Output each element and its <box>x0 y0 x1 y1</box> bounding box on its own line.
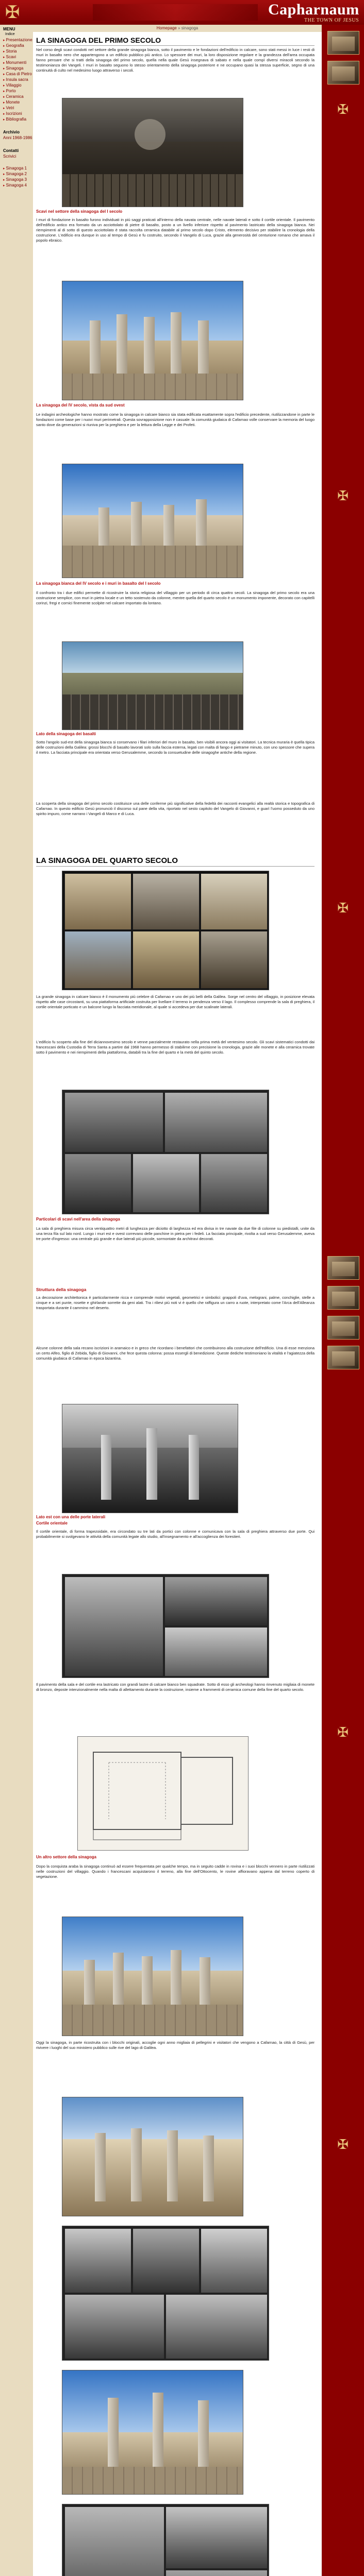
photo-caption: Lato della sinagoga dei basalti <box>36 732 96 736</box>
contact-item[interactable] <box>3 154 33 159</box>
photo-caption: Particolari di scavi nell'area della sinagoga <box>36 1217 120 1222</box>
menu-subheading: Indice <box>5 32 15 36</box>
inscriptions-collage[interactable] <box>62 2504 269 2576</box>
bullet-icon: ▸ <box>3 39 5 42</box>
sidebar-item-label: Monete <box>6 100 20 105</box>
sidebar-item[interactable] <box>3 94 33 99</box>
synagogue-sector-photo[interactable] <box>62 1917 243 2036</box>
thumbnail-image[interactable] <box>327 1286 359 1310</box>
photo-caption: La sinagoga del IV secolo, vista da sud ovest <box>36 403 125 408</box>
sidebar-item-label: Iscrizioni <box>6 111 22 116</box>
photo-caption: Lato est con una delle porte laterali <box>36 1515 106 1519</box>
sidebar-item-label: Storia <box>6 49 17 54</box>
bullet-icon: ▸ <box>3 107 5 110</box>
sidebar-item[interactable] <box>3 66 33 71</box>
paragraph: La grande sinagoga in calcare bianco è il monumento più celebre di Cafarnao e uno dei più belli della Galilea. Sorge nel centro del villaggio, in posizione elevata rispetto alle case circostanti, su una piattaforma artificiale costruita per livellare il terreno in pendenza verso il lago. Il complesso comprende la sala di preghiera, il cortile orientale porticato e un balcone lungo la facciata meridionale, al quale si accedeva per due scalinate laterali. <box>36 994 315 1009</box>
sidebar-menu <box>0 38 33 122</box>
paragraph: La decorazione architettonica è particolarmente ricca e comprende motivi vegetali, geometrici e simbolici: grappoli d'uva, melograni, palme, conchiglie, stelle a cinque e a sei punte, rosette e ghirlande sorrette da geni alati. Tra i rilievi più noti vi è quello che raffigura un carro a ruote, interpretato come l'Arca dell'Alleanza trasportata durante il cammino nel deserto. <box>36 1295 315 1310</box>
plan-drawing <box>78 1737 248 1850</box>
sidebar-item-label: Ceramica <box>6 94 24 99</box>
site-title[interactable]: Capharnaum <box>268 1 359 18</box>
sidebar-item[interactable] <box>3 43 33 48</box>
contacts-heading: Contatti <box>3 148 19 153</box>
photo-caption: La sinagoga bianca del IV secolo e i muri in basalto del I secolo <box>36 581 161 586</box>
synagogue-page-item-label: Sinagoga 1 <box>6 166 27 171</box>
columns-photo[interactable] <box>62 2370 243 2495</box>
east-door-photo[interactable] <box>62 1404 238 1513</box>
jerusalem-cross-icon: ✠ <box>337 1725 349 1740</box>
synagogue-page-item-label: Sinagoga 3 <box>6 177 27 182</box>
jerusalem-cross-icon: ✠ <box>5 2 20 23</box>
jerusalem-cross-icon: ✠ <box>337 102 349 117</box>
paragraph: Alcune colonne della sala recano iscrizioni in aramaico e in greco che ricordano i benefattori che contribuirono alla costruzione dell'edificio. Una di esse menziona un certo Alfeo, figlio di Zebida, figlio di Giovanni, che fece questa colonna: possa essergli di benedizione. Queste dediche testimoniano la vitalità e l'agiatezza della comunità giudaica di Cafarnao in epoca bizantina. <box>36 1346 315 1361</box>
sidebar-item-label: Monumenti <box>6 60 27 65</box>
bullet-icon: ▸ <box>3 173 5 176</box>
paragraph: Nel corso degli scavi condotti nel settore della grande sinagoga bianca, sotto il pavimento e le fondazioni dell'edificio in calcare, sono stati messi in luce i resti di muri in basalto nero che appartengono a un edificio pubblico più antico. Lo spessore dei muri, la loro disposizione regolare e la grandezza dell'area occupata fanno pensare che si tratti della sinagoga del primo secolo, quella nella quale Gesù insegnava di sabato e nella quale compì diversi miracoli secondo la testimonianza dei Vangeli. I muri in basalto seguono lo stesso orientamento della sinagoga posteriore e ne occupano quasi la stessa superficie, segno di una continuità di culto nel medesimo luogo attraverso i secoli. <box>36 47 315 73</box>
excavation-photo[interactable] <box>62 98 243 207</box>
bullet-icon: ▸ <box>3 167 5 171</box>
archive-item-label: Anni 1968-1986 <box>3 135 32 140</box>
archive-item[interactable] <box>3 135 33 140</box>
paragraph: Le indagini archeologiche hanno mostrato come la sinagoga in calcare bianco sia stata edificata esattamente sopra l'edificio precedente, riutilizzandone in parte le fondazioni come base per i nuovi muri perimetrali. Questa sovrapposizione non è casuale: la comunità giudaica di Cafarnao volle conservare la memoria del luogo santo dove da generazioni si riuniva per la preghiera e per la lettura della Legge e dei Profeti. <box>36 412 315 427</box>
white-synagogue-photo[interactable] <box>62 464 243 578</box>
bullet-icon: ▸ <box>3 184 5 188</box>
jerusalem-cross-icon: ✠ <box>337 488 349 504</box>
sidebar-item-label: Casa di Pietro <box>6 72 32 76</box>
paragraph: Il cortile orientale, di forma trapezoidale, era circondato su tre lati da portici con colonne e comunicava con la sala di preghiera attraverso due porte. Qui probabilmente si svolgevano le attività della comunità legate allo studio, all'insegnamento e all'accoglienza dei forestieri. <box>36 1529 315 1539</box>
site-subtitle: THE TOWN OF JESUS <box>304 18 359 23</box>
sidebar-item[interactable] <box>3 60 33 65</box>
sidebar-item[interactable] <box>3 106 33 110</box>
sidebar-item[interactable] <box>3 72 33 76</box>
paragraph: La sala di preghiera misura circa ventiquattro metri di lunghezza per diciotto di larghezza ed era divisa in tre navate da due file di colonne su piedistalli, unite da una terza fila sul lato nord. Lungo i muri est e ovest correvano delle panchine in pietra per i fedeli. La facciata principale, rivolta a sud verso Gerusalemme, aveva tre porte d'ingresso: una centrale più grande e due laterali più piccole, sormontate da architravi decorati. <box>36 1226 315 1241</box>
courtyard-photo-collage[interactable] <box>62 1574 269 1678</box>
sidebar-item-label: Presentazione <box>6 38 32 42</box>
paragraph: Sotto l'angolo sud-est della sinagoga bianca si conservano i filari inferiori del muro in basalto, ben visibili ancora oggi ai visitatori. La tecnica muraria è quella tipica delle costruzioni della Galilea: grossi blocchi di basalto lavorati solo sulla faccia esterna, legati con malta di fango e pietrame minuto, con uno spessore che supera il metro. La facciata principale era orientata verso Gerusalemme, secondo la consuetudine delle sinagoghe antiche della regione. <box>36 740 315 755</box>
sidebar-item[interactable] <box>3 111 33 116</box>
synagogue-interior-photo[interactable] <box>62 2097 243 2216</box>
thumbnail-image[interactable] <box>327 1316 359 1340</box>
synagogue-plan-diagram[interactable] <box>77 1736 249 1851</box>
header-decoration <box>93 4 258 21</box>
sidebar-item-label: Bibliografia <box>6 117 27 122</box>
paragraph: Dopo la conquista araba la sinagoga continuò ad essere frequentata per qualche tempo, ma in seguito cadde in rovina e i suoi blocchi vennero in parte riutilizzati nelle costruzioni del villaggio. Quando i francescani acquistarono il terreno, alla fine dell'Ottocento, le rovine affioravano appena dal terreno coperto di vegetazione. <box>36 1864 315 1879</box>
decorations-collage[interactable] <box>62 2226 269 2361</box>
synagogue-photo-collage[interactable] <box>62 871 269 990</box>
sidebar-item[interactable] <box>3 100 33 105</box>
sidebar-item-label: Porto <box>6 89 16 93</box>
photo-caption: Scavi nel settore della sinagoga del I secolo <box>36 209 123 214</box>
sidebar-item[interactable] <box>3 38 33 42</box>
bullet-icon: ▸ <box>3 78 5 82</box>
thumbnail-image[interactable] <box>327 61 359 84</box>
photo-caption: Un altro settore della sinagoga <box>36 1855 96 1859</box>
sidebar-item-label: Villaggio <box>6 83 22 88</box>
jerusalem-cross-icon: ✠ <box>337 901 349 916</box>
site-header <box>0 0 364 26</box>
section-title-fourth-century: LA SINAGOGA DEL QUARTO SECOLO <box>36 856 315 867</box>
archive-heading: Archivio <box>3 130 20 134</box>
paragraph: Oggi la sinagoga, in parte ricostruita con i blocchi originali, accoglie ogni anno migliaia di pellegrini e visitatori che vengono a Cafarnao, la città di Gesù, per rivivere i luoghi del suo ministero pubblico sulle rive del lago di Galilea. <box>36 2040 315 2050</box>
sidebar-item-label: Insula sacra <box>6 77 28 82</box>
synagogue-pages-menu <box>0 166 33 188</box>
sidebar-item[interactable] <box>3 117 33 122</box>
bullet-icon: ▸ <box>3 84 5 88</box>
menu-heading: MENU <box>3 27 15 31</box>
synagogue-page-item[interactable] <box>3 177 33 182</box>
breadcrumb <box>33 25 322 32</box>
excavation-details-collage[interactable] <box>62 1090 269 1214</box>
bullet-icon: ▸ <box>3 73 5 76</box>
sidebar-item[interactable] <box>3 83 33 88</box>
synagogue-ruins-photo[interactable] <box>62 281 243 400</box>
bullet-icon: ▸ <box>3 118 5 122</box>
thumbnail-image[interactable] <box>327 1346 359 1369</box>
synagogue-page-item[interactable] <box>3 183 33 188</box>
sidebar-item-label: Sinagoga <box>6 66 24 71</box>
bullet-icon: ▸ <box>3 101 5 105</box>
sidebar-item-label: Vetri <box>6 106 14 110</box>
bullet-icon: ▸ <box>3 50 5 54</box>
synagogue-page-item[interactable] <box>3 166 33 171</box>
paragraph: I muri di fondazione in basalto furono individuati in più saggi praticati all'interno della navata centrale, nelle navate laterali e sotto il cortile orientale. Il pavimento dell'edificio antico era formato da un acciottolato di pietre di basalto, posto a un livello inferiore rispetto al pavimento lastricato della sinagoga bianca. Nei riempimenti al di sotto di questo acciottolato è stata raccolta ceramica databile al primo secolo dopo Cristo, elemento decisivo per stabilire la cronologia della costruzione. L'edificio era dunque in uso al tempo di Gesù e fu costruito, secondo il Vangelo di Luca, grazie alla generosità del centurione romano che amava il popolo ebraico. <box>36 217 315 243</box>
synagogue-page-item-label: Sinagoga 2 <box>6 172 27 176</box>
basalt-wall-photo[interactable] <box>62 641 243 730</box>
breadcrumb-home-link[interactable]: Homepage <box>156 26 177 30</box>
bullet-icon: ▸ <box>3 90 5 93</box>
contacts-menu <box>0 154 33 159</box>
archive-menu <box>0 135 33 140</box>
paragraph: La scoperta della sinagoga del primo secolo costituisce una delle conferme più significative della fedeltà dei racconti evangelici alla realtà storica e topografica di Cafarnao. In questo edificio Gesù pronunciò il discorso sul pane della vita, riportato nel sesto capitolo del Vangelo di Giovanni, e guarì l'uomo posseduto da uno spirito impuro, come narrano i Vangeli di Marco e di Luca. <box>36 801 315 816</box>
contact-item-label: Scrivici <box>3 154 16 159</box>
section-title-first-century: LA SINAGOGA DEL PRIMO SECOLO <box>36 36 315 46</box>
right-decoration-bar <box>322 25 364 2576</box>
sidebar-item[interactable] <box>3 55 33 59</box>
synagogue-page-item-label: Sinagoga 4 <box>6 183 27 188</box>
bullet-icon: ▸ <box>3 95 5 99</box>
thumbnail-image[interactable] <box>327 1256 359 1280</box>
sidebar-item-label: Geografia <box>6 43 24 48</box>
breadcrumb-separator: » <box>176 26 181 30</box>
subheading: Struttura della sinagoga <box>36 1287 87 1292</box>
paragraph: Il confronto tra i due edifici permette di ricostruire la storia religiosa del villaggio per un periodo di circa quattro secoli. La sinagoga del primo secolo era una costruzione semplice, con muri in pietra locale e un tetto sostenuto da colonne, mentre quella del quarto secolo è un monumento imponente, decorato con capitelli corinzi, fregi e cornici finemente scolpite nel calcare importato da lontano. <box>36 590 315 605</box>
paragraph: L'edificio fu scoperto alla fine del diciannovesimo secolo e venne parzialmente restaurato nella prima metà del ventesimo secolo. Gli scavi sistematici condotti dai francescani della Custodia di Terra Santa a partire dal 1968 hanno permesso di stabilirne con precisione la cronologia, grazie alle monete e alla ceramica trovate sotto il pavimento e nei riempimenti della piattaforma, databili tra la fine del quarto e la metà del quinto secolo. <box>36 1040 315 1055</box>
jerusalem-cross-icon: ✠ <box>337 2137 349 2153</box>
bullet-icon: ▸ <box>3 44 5 48</box>
left-sidebar <box>0 25 34 2576</box>
sidebar-item-label: Scavi <box>6 55 16 59</box>
sidebar-item[interactable] <box>3 77 33 82</box>
photo-caption: Cortile orientale <box>36 1521 68 1526</box>
synagogue-page-item[interactable] <box>3 172 33 176</box>
bullet-icon: ▸ <box>3 61 5 65</box>
bullet-icon: ▸ <box>3 67 5 71</box>
sidebar-item[interactable] <box>3 89 33 93</box>
bullet-icon: ▸ <box>3 56 5 59</box>
breadcrumb-current: sinagoga <box>181 26 198 30</box>
bullet-icon: ▸ <box>3 112 5 116</box>
paragraph: Il pavimento della sala e del cortile era lastricato con grandi lastre di calcare bianco ben squadrate. Sotto di esso gli archeologi hanno rinvenuto migliaia di monete di bronzo, deposte intenzionalmente nella malta di allettamento durante la costruzione, insieme a frammenti di ceramica comune della fine del quarto secolo. <box>36 1682 315 1692</box>
sidebar-item[interactable] <box>3 49 33 54</box>
bullet-icon: ▸ <box>3 178 5 182</box>
thumbnail-image[interactable] <box>327 31 359 55</box>
